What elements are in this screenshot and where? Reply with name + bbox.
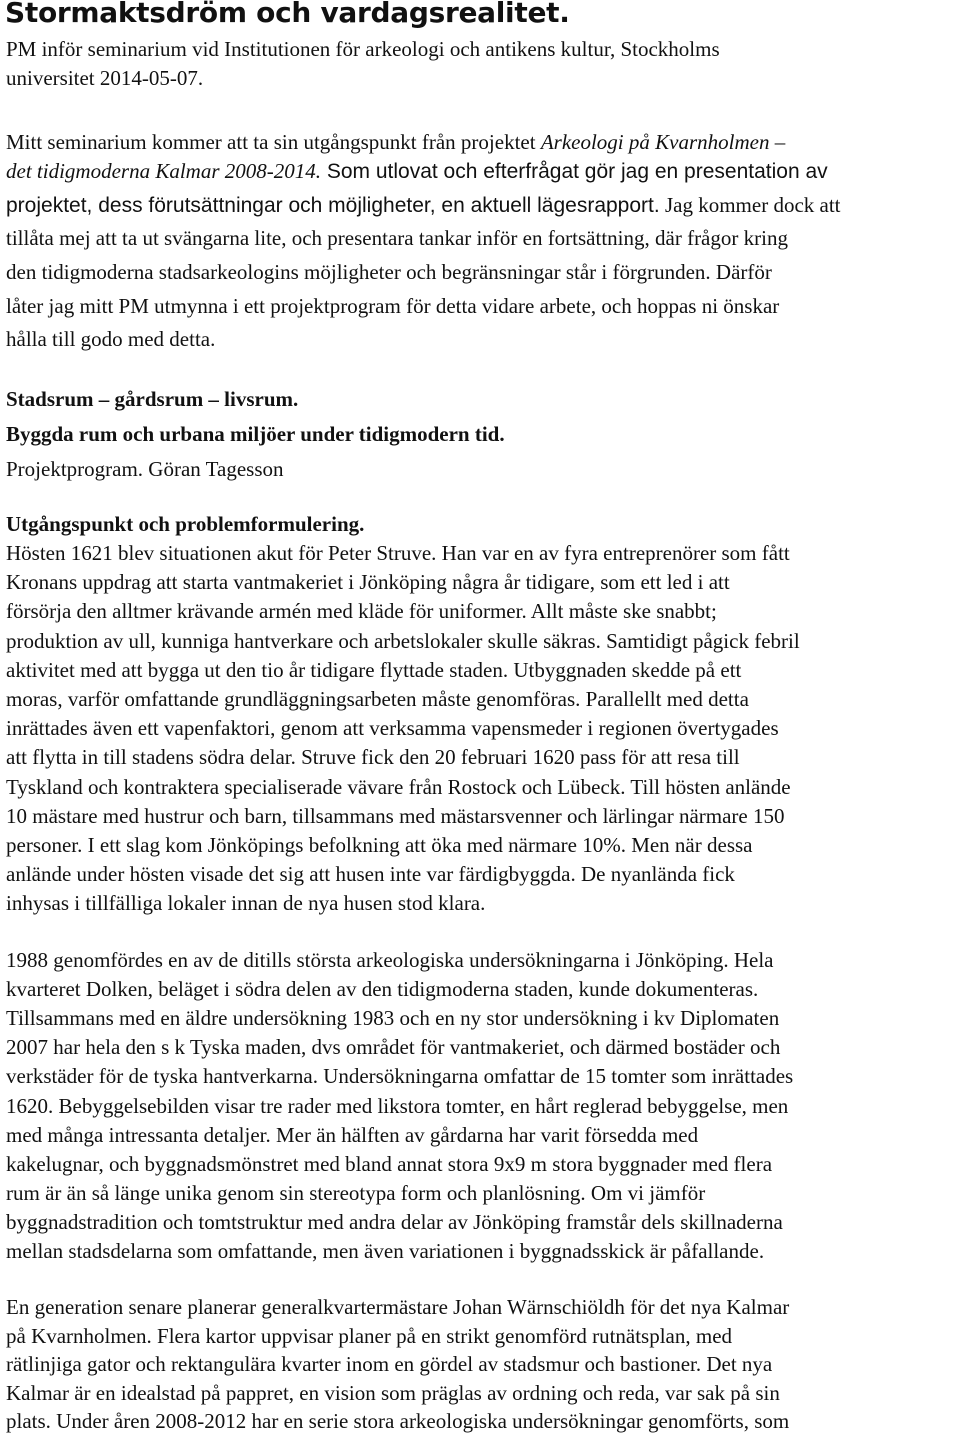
para-1988-line-11: mellan stadsdelarna som omfattande, men även variationen i byggnadsskick är påfallande. — [6, 1239, 765, 1263]
section-line-11: personer. I ett slag kom Jönköpings befolkning att öka med närmare 10%. Men när dessa — [6, 833, 753, 857]
para1-line-6: låter jag mitt PM utmynna i ett projektprogram för detta vidare arbete, och hoppas ni önskar — [6, 294, 780, 318]
section-line-2: Kronans uppdrag att starta vantmakeriet i Jönköping några år tidigare, som ett led i att — [6, 570, 730, 595]
section-line-3: försörja den alltmer krävande armén med kläde för uniformer. Allt måste ske snabbt; — [6, 599, 717, 624]
para-1988-line-5: verkstäder för de tyska hantverkarna. Undersökningarna omfattar de 15 tomter som inrättades — [6, 1064, 794, 1089]
para-generation-line-4: Kalmar är en idealstad på pappret, en vision som präglas av ordning och reda, var sak på sin — [6, 1380, 780, 1405]
para1-line-1-text: Mitt seminarium kommer att ta sin utgångspunkt från projektet — [6, 130, 541, 154]
intro-line-2: universitet 2014-05-07. — [6, 66, 204, 90]
para-1988-line-7: med många intressanta detaljer. Mer än hälften av gårdarna har varit försedda med — [6, 1122, 699, 1147]
section-line-5: aktivitet med att bygga ut den tio år tidigare flyttade staden. Utbyggnaden skedde på ett — [6, 657, 742, 682]
para1-line-5: den tidigmoderna stadsarkeologins möjligheter och begränsningar står i förgrunden. Därför — [6, 260, 772, 284]
para-1988-line-2: kvarteret Dolken, beläget i södra delen av den tidigmoderna staden, kunde dokumenteras. — [6, 977, 759, 1002]
para-1988-line-9: rum är än så länge unika genom sin stereotypa form och planlösning. Om vi jämför — [6, 1180, 706, 1205]
para1-line-3-text-a: projektet, dess förutsättningar och möjligheter, en aktuell lägesrapport. — [6, 194, 660, 217]
para-1988-line-3: Tillsammans med en äldre undersökning 1983 och en ny stor undersökning i kv Diplomaten — [6, 1006, 780, 1031]
program-byline: Projektprogram. Göran Tagesson — [6, 457, 284, 481]
para1-line-1 — [6, 128, 785, 157]
section-line-4: produktion av ull, kunniga hantverkare och arbetslokaler skulle säkras. Samtidigt pågick febril — [6, 628, 800, 653]
section-line-9: Tyskland och kontraktera specialiserade vävare från Rostock och Lübeck. Till hösten anlände — [6, 774, 791, 799]
para-generation-line-3: rätlinjiga gator och rektangulära kvarter inom en gördel av stadsmur och bastioner. Det nya — [6, 1352, 773, 1377]
project-name-part-2: det tidigmoderna Kalmar 2008-2014. — [6, 159, 321, 183]
para1-line-4: tillåta mej att ta ut svängarna lite, och presentara tankar inför en fortsättning, där frågor kring — [6, 226, 788, 250]
para-generation-line-5: plats. Under åren 2008-2012 har en serie stora arkeologiska undersökningar genomförts, som — [6, 1409, 790, 1434]
para1-line-7: hålla till godo med detta. — [6, 327, 216, 351]
section-line-12: anlände under hösten visade det sig att husen inte var färdigbyggda. De nyanlända fick — [6, 862, 735, 887]
section-line-6: moras, varför omfattande grundläggningsarbeten måste genomföras. Parallellt med detta — [6, 687, 749, 711]
para-1988-line-10: byggnadstradition och tomtstruktur med andra delar av Jönköping framstår dels skillnaderna — [6, 1209, 783, 1234]
para1-line-2-text: Som utlovat och efterfrågat gör jag en presentation av — [321, 160, 828, 183]
program-heading-1: Stadsrum – gårdsrum – livsrum. — [6, 387, 299, 411]
program-heading-2: Byggda rum och urbana miljöer under tidigmodern tid. — [6, 422, 505, 446]
para-1988-line-6: 1620. Bebyggelsebilden visar tre rader med likstora tomter, en hårt reglerad bebyggelse, men — [6, 1093, 789, 1118]
para-generation-line-2: på Kvarnholmen. Flera kartor uppvisar planer på en strikt genomförd rutnätsplan, med — [6, 1323, 733, 1348]
para1-line-3-text-b: Jag kommer dock att — [659, 193, 841, 217]
section-line-13: inhysas i tillfälliga lokaler innan de nya husen stod klara. — [6, 891, 486, 916]
section-line-1: Hösten 1621 blev situationen akut för Peter Struve. Han var en av fyra entreprenörer som fått — [6, 541, 790, 565]
para1-line-2 — [6, 157, 828, 186]
document-title: Stormaktsdröm och vardagsrealitet. — [5, 0, 570, 29]
para-1988-line-8: kakelugnar, och byggnadsmönstret med bland annat stora 9x9 m stora byggnader med flera — [6, 1151, 773, 1176]
para-1988-line-1: 1988 genomfördes en av de ditills största arkeologiska undersökningarna i Jönköping. Hela — [6, 948, 774, 972]
section-line-8: att flytta in till stadens södra delar. Struve fick den 20 februari 1620 pass för att resa till — [6, 745, 740, 770]
intro-line-1: PM inför seminarium vid Institutionen för arkeologi och antikens kultur, Stockholms — [6, 37, 720, 61]
para-generation-line-1: En generation senare planerar generalkvartermästare Johan Wärnschiöldh för det nya Kalmar — [6, 1295, 790, 1319]
para-1988-line-4: 2007 har hela den s k Tyska maden, dvs området för vantmakeriet, och därmed bostäder och — [6, 1035, 781, 1060]
section-line-10: 10 mästare med hustrur och barn, tillsammans med mästarsvenner och lärlingar närmare 150 — [6, 803, 785, 828]
section-line-7: inrättades även ett vapenfaktori, genom att verksamma vapensmeder i regionen övertygades — [6, 716, 779, 741]
project-name-part-1: Arkeologi på Kvarnholmen – — [540, 130, 786, 154]
section-heading: Utgångspunkt och problemformulering. — [6, 512, 365, 536]
para1-line-3 — [6, 191, 841, 220]
